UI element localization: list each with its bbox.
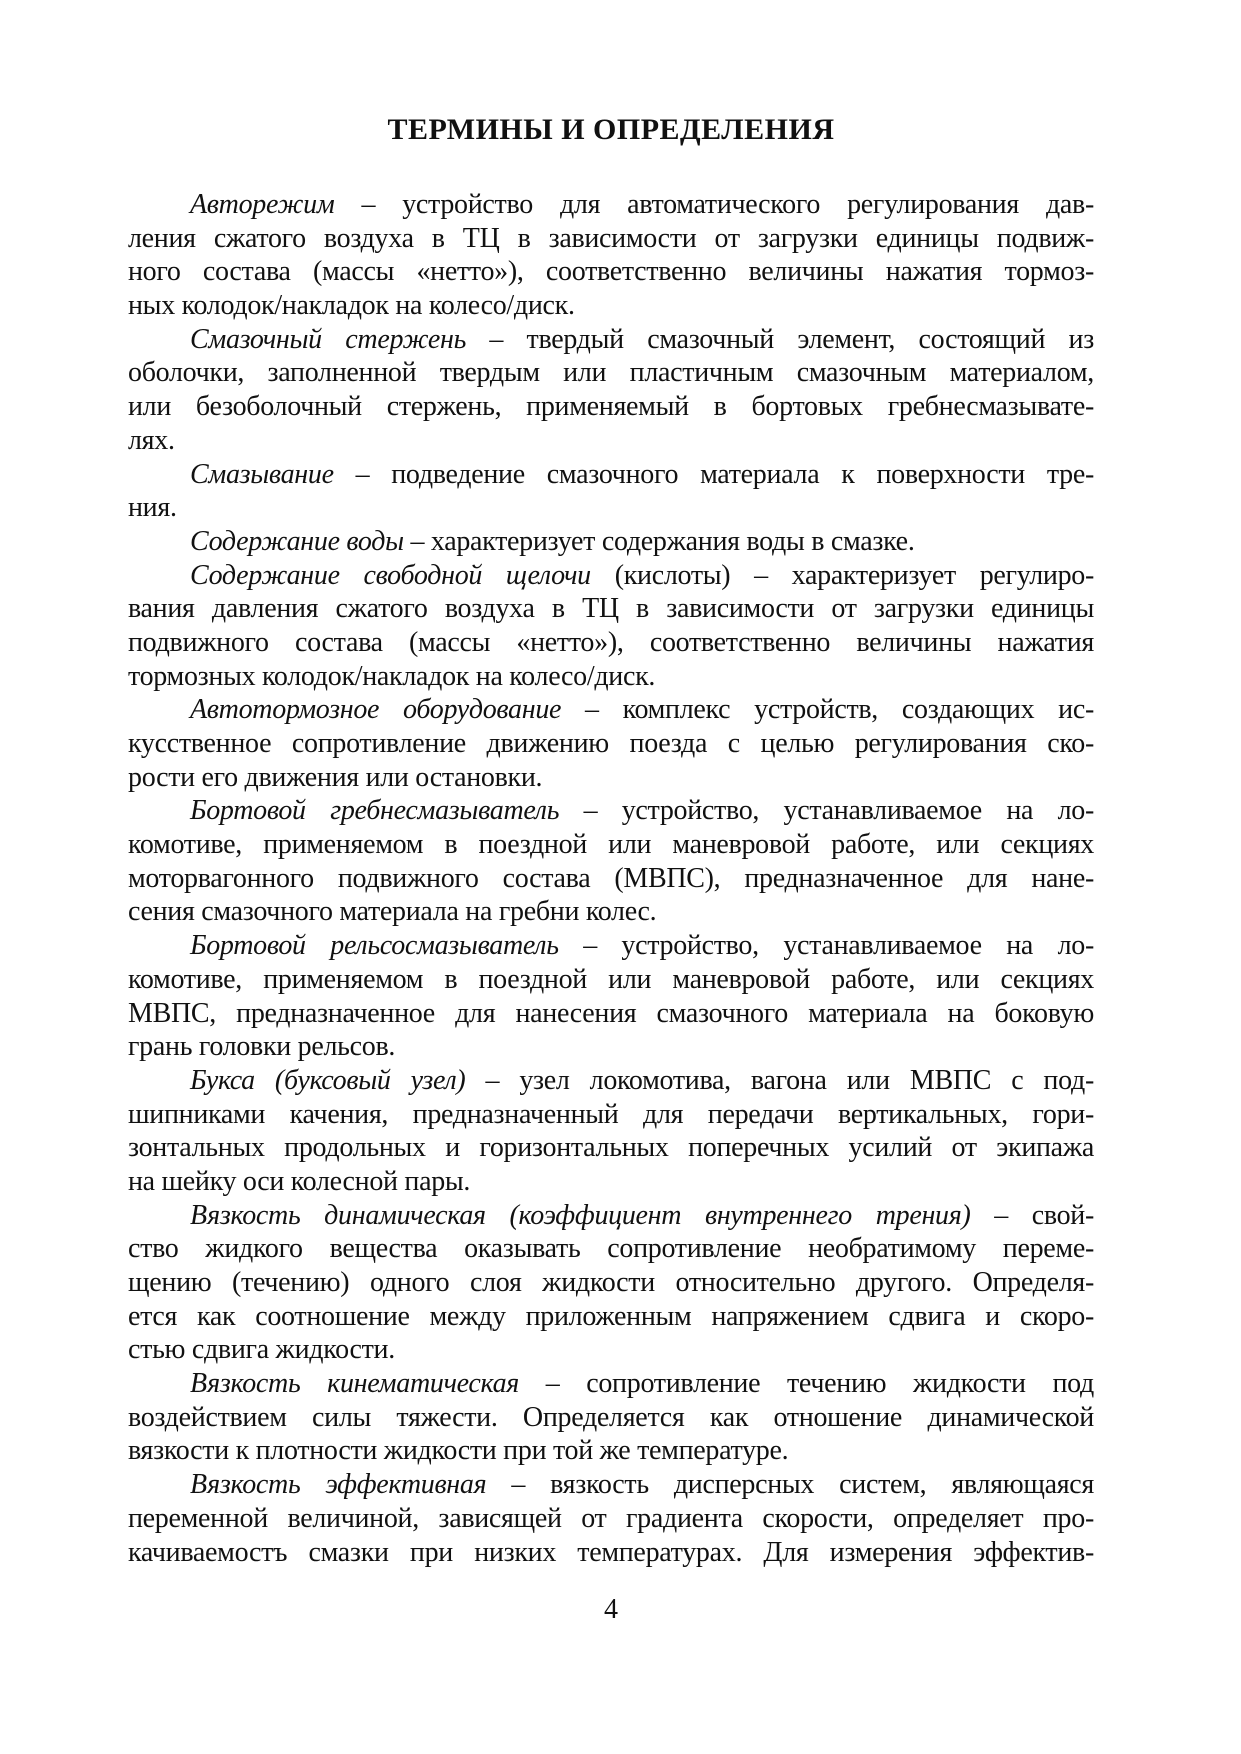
paragraph <box>128 1367 1094 1468</box>
text-line: вязкости к плотности жидкости при той же температуре. <box>128 1435 789 1467</box>
text-line: зонтальных продольных и горизонтальных поперечных усилий от экипажа <box>128 1132 1094 1164</box>
text-line: переменной величиной, зависящей от градиента скорости, определяет про- <box>128 1502 1094 1534</box>
text-line: или безоболочный стержень, применяемый в бортовых гребнесмазывате- <box>128 391 1094 423</box>
text-line: ется как соотношение между приложенным напряжением сдвига и скоро- <box>128 1300 1094 1332</box>
text-line: шипниками качения, предназначенный для передачи вертикальных, гори- <box>128 1098 1094 1130</box>
text-line: ных колодок/накладок на колесо/диск. <box>128 290 575 322</box>
paragraph <box>128 458 1094 525</box>
term-emphasis: Смазывание <box>190 458 334 490</box>
paragraph <box>128 693 1094 794</box>
term-emphasis: Вязкость кинематическая <box>190 1368 520 1400</box>
text-line: Содержание свободной щелочи (кислоты) – характеризует регулиро- <box>190 559 1094 591</box>
text-line: Автотормозное оборудование – комплекс устройств, создающих ис- <box>190 694 1094 726</box>
text-line: комотиве, применяемом в поездной или маневровой работе, или секциях <box>128 829 1094 861</box>
text-line: Букса (буксовый узел) – узел локомотива, вагона или МВПС с под- <box>190 1064 1094 1096</box>
text-line: Бортовой гребнесмазыватель – устройство, устанавливаемое на ло- <box>190 795 1094 827</box>
text-line: моторвагонного подвижного состава (МВПС), предназначенное для нане- <box>128 862 1094 894</box>
text-line: Вязкость динамическая (коэффициент внутреннего трения) – свой- <box>190 1199 1094 1231</box>
text-line: оболочки, заполненной твердым или пластичным смазочным материалом, <box>128 357 1094 389</box>
term-emphasis: Содержание свободной щелочи <box>190 559 591 591</box>
text-line: лях. <box>128 424 175 456</box>
text-line: вания давления сжатого воздуха в ТЦ в зависимости от загрузки единицы <box>128 593 1094 625</box>
text-line: воздействием силы тяжести. Определяется как отношение динамической <box>128 1401 1094 1433</box>
text-line: стью сдвига жидкости. <box>128 1334 395 1366</box>
paragraph <box>128 1468 1094 1569</box>
text-line: рости его движения или остановки. <box>128 761 543 793</box>
text-line: Вязкость эффективная – вязкость дисперсных систем, являющаяся <box>190 1469 1094 1501</box>
term-emphasis: Смазочный стержень <box>190 323 467 355</box>
text-line: Вязкость кинематическая – сопротивление течению жидкости под <box>190 1368 1094 1400</box>
term-emphasis: Авторежим <box>190 189 335 220</box>
paragraph <box>128 1199 1094 1367</box>
text-line: ного состава (массы «нетто»), соответственно величины нажатия тормоз- <box>128 256 1094 288</box>
text-line: грань головки рельсов. <box>128 1031 396 1063</box>
text-line: ления сжатого воздуха в ТЦ в зависимости от загрузки единицы подвиж- <box>128 222 1094 254</box>
text-line: ния. <box>128 492 177 524</box>
text-line: Смазывание – подведение смазочного материала к поверхности тре- <box>190 458 1094 490</box>
term-emphasis: Бортовой рельсосмазыватель <box>190 930 559 962</box>
paragraph <box>128 1064 1094 1199</box>
text-line: Авторежим – устройство для автоматического регулирования дав- <box>190 189 1094 220</box>
text-line: комотиве, применяемом в поездной или маневровой работе, или секциях <box>128 963 1094 995</box>
page-title: ТЕРМИНЫ И ОПРЕДЕЛЕНИЯ <box>387 113 835 146</box>
page-number: 4 <box>604 1594 618 1625</box>
text-line: кусственное сопротивление движению поезда с целью регулирования ско- <box>128 728 1094 759</box>
text-line: Бортовой рельсосмазыватель – устройство, устанавливаемое на ло- <box>190 930 1094 962</box>
paragraph <box>128 794 1094 929</box>
text-block <box>128 112 1094 1569</box>
text-line: подвижного состава (массы «нетто»), соответственно величины нажатия <box>128 626 1094 658</box>
text-line: щению (течению) одного слоя жидкости относительно другого. Определя- <box>128 1267 1094 1298</box>
term-emphasis: Бортовой гребнесмазыватель <box>190 795 560 827</box>
term-emphasis: Вязкость динамическая (коэффициент внутреннего трения) <box>190 1199 971 1231</box>
text-line: сения смазочного материала на гребни колес. <box>128 896 657 928</box>
term-emphasis: Вязкость эффективная <box>190 1469 487 1501</box>
text-line: МВПС, предназначенное для нанесения смазочного материала на боковую <box>128 997 1094 1029</box>
text-line: качиваемостъ смазки при низких температурах. Для измерения эффектив- <box>128 1536 1094 1568</box>
paragraph <box>128 323 1094 458</box>
term-emphasis: Автотормозное оборудование <box>190 694 562 726</box>
text-line: Содержание воды – характеризует содержания воды в смазке. <box>190 525 915 557</box>
text-line: тормозных колодок/накладок на колесо/диск. <box>128 660 656 692</box>
document-body <box>128 188 1094 1569</box>
paragraph <box>128 559 1094 694</box>
text-line: ство жидкого вещества оказывать сопротивление необратимому переме- <box>128 1233 1094 1265</box>
term-emphasis: Содержание воды <box>190 525 404 557</box>
term-emphasis: Букса (буксовый узел) <box>190 1064 466 1096</box>
paragraph <box>128 929 1094 1064</box>
paragraph <box>128 188 1094 323</box>
paragraph <box>128 525 1094 559</box>
text-line: на шейку оси колесной пары. <box>128 1165 471 1197</box>
text-line: Смазочный стержень – твердый смазочный элемент, состоящий из <box>190 323 1094 355</box>
